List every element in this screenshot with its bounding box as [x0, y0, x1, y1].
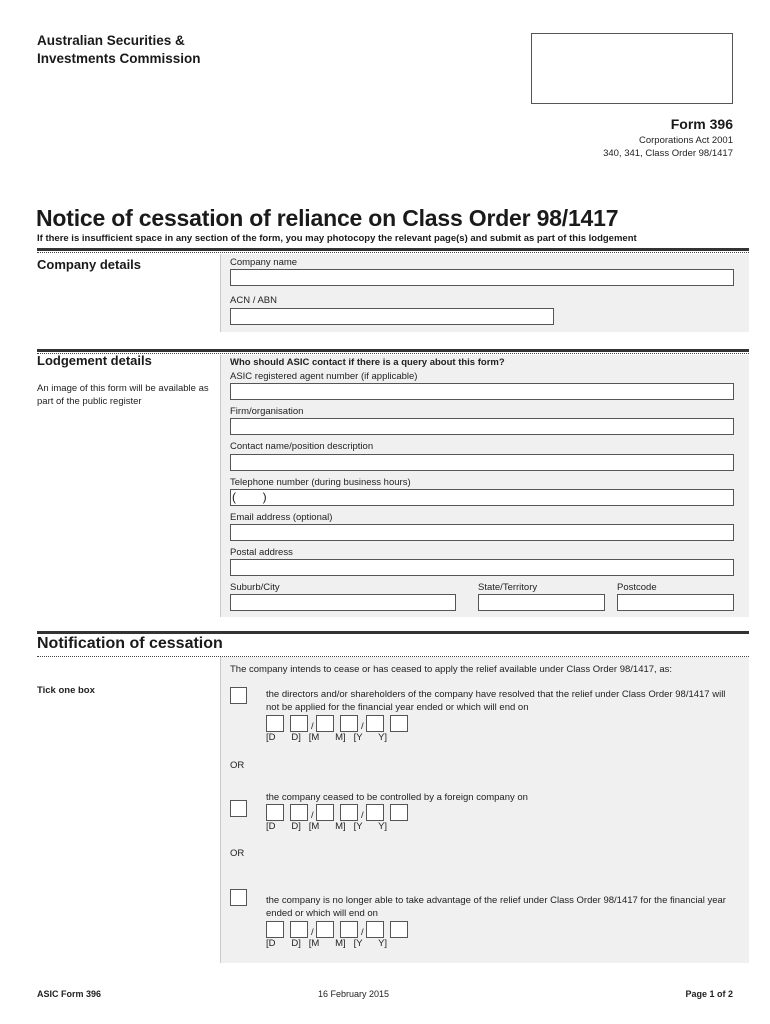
agency-name	[37, 32, 297, 68]
contact-name-label: Contact name/position description	[230, 441, 374, 452]
page-title: Notice of cessation of reliance on Class Order 98/1417	[36, 205, 619, 231]
year-digit-2[interactable]	[390, 921, 408, 938]
day-digit-2[interactable]	[290, 921, 308, 938]
date-input-group	[266, 804, 416, 834]
year-digit-1[interactable]	[366, 804, 384, 821]
acn-label: ACN / ABN	[230, 295, 277, 306]
suburb-field[interactable]	[230, 594, 456, 611]
option-control-ceased-checkbox[interactable]	[230, 800, 247, 817]
date-format-caption: [D D] [M M] [Y Y]	[266, 938, 388, 949]
agent-number-label: ASIC registered agent number (if applicable)	[230, 371, 418, 382]
date-input-group	[266, 921, 416, 951]
postal-address-label: Postal address	[230, 547, 293, 558]
suburb-label: Suburb/City	[230, 582, 280, 593]
footer-date: 16 February 2015	[318, 989, 390, 999]
month-digit-1[interactable]	[316, 804, 334, 821]
state-label: State/Territory	[478, 582, 538, 593]
option-directors-resolved-text-2: not be applied for the financial year ended or which will end on	[266, 702, 529, 713]
day-digit-1[interactable]	[266, 921, 284, 938]
firm-label: Firm/organisation	[230, 406, 304, 417]
postcode-label: Postcode	[617, 582, 657, 593]
date-separator: /	[311, 927, 314, 938]
company-details-heading: Company details	[37, 257, 142, 272]
date-format-caption: [D D] [M M] [Y Y]	[266, 821, 388, 832]
form-number: Form 396	[670, 116, 733, 132]
footer-form-id: ASIC Form 396	[37, 989, 102, 999]
month-digit-2[interactable]	[340, 804, 358, 821]
section-divider	[37, 631, 749, 634]
year-digit-2[interactable]	[390, 715, 408, 732]
page-subtitle: If there is insufficient space in any section of the form, you may photocopy the relevant page(s) and submit as part of this lodgement	[37, 233, 637, 244]
option-no-longer-able-text-1: the company is no longer able to take advantage of the relief under Class Order 98/1417 for the financial year	[266, 895, 726, 906]
tick-one-box-label: Tick one box	[37, 685, 95, 696]
day-digit-1[interactable]	[266, 715, 284, 732]
acn-field[interactable]	[230, 308, 554, 325]
contact-name-field[interactable]	[230, 454, 734, 471]
day-digit-2[interactable]	[290, 715, 308, 732]
agency-name-line2: Investments Commission	[37, 51, 201, 66]
date-separator: /	[311, 721, 314, 732]
date-input-group	[266, 715, 416, 745]
month-digit-2[interactable]	[340, 921, 358, 938]
notification-intro: The company intends to cease or has ceased to apply the relief available under Class Order 98/1417, as:	[230, 664, 673, 675]
date-separator: /	[361, 810, 364, 821]
notification-panel	[220, 657, 749, 963]
date-separator: /	[361, 721, 364, 732]
agency-name-line1: Australian Securities &	[37, 33, 185, 48]
option-no-longer-able-checkbox[interactable]	[230, 889, 247, 906]
email-field[interactable]	[230, 524, 734, 541]
postcode-field[interactable]	[617, 594, 734, 611]
footer-page-number: Page 1 of 2	[685, 989, 733, 999]
month-digit-1[interactable]	[316, 921, 334, 938]
lodgement-details-panel	[220, 355, 749, 617]
agent-number-field[interactable]	[230, 383, 734, 400]
or-separator: OR	[230, 848, 245, 859]
section-divider-dotted	[37, 252, 749, 253]
or-separator: OR	[230, 760, 245, 771]
month-digit-1[interactable]	[316, 715, 334, 732]
lodgement-details-heading: Lodgement details	[37, 353, 152, 368]
state-field[interactable]	[478, 594, 605, 611]
company-details-panel	[220, 254, 749, 332]
telephone-area-code-brackets: ( )	[232, 490, 267, 504]
email-label: Email address (optional)	[230, 512, 333, 523]
postal-address-field[interactable]	[230, 559, 734, 576]
notification-heading: Notification of cessation	[37, 635, 223, 652]
date-separator: /	[311, 810, 314, 821]
day-digit-1[interactable]	[266, 804, 284, 821]
year-digit-2[interactable]	[390, 804, 408, 821]
company-name-field[interactable]	[230, 269, 734, 286]
year-digit-1[interactable]	[366, 921, 384, 938]
section-divider	[37, 349, 749, 352]
option-no-longer-able-text-2: ended or which will end on	[266, 908, 378, 919]
day-digit-2[interactable]	[290, 804, 308, 821]
company-name-label: Company name	[230, 257, 298, 268]
telephone-label: Telephone number (during business hours)	[230, 477, 411, 488]
office-use-box	[531, 33, 733, 104]
public-register-note: An image of this form will be available as part of the public register	[37, 383, 209, 407]
option-directors-resolved-text-1: the directors and/or shareholders of the company have resolved that the relief under Class Order 98/1417 will	[266, 689, 726, 700]
date-format-caption: [D D] [M M] [Y Y]	[266, 732, 388, 743]
firm-field[interactable]	[230, 418, 734, 435]
option-directors-resolved-checkbox[interactable]	[230, 687, 247, 704]
option-control-ceased-text: the company ceased to be controlled by a foreign company on	[266, 792, 528, 803]
section-reference: 340, 341, Class Order 98/1417	[603, 148, 733, 159]
contact-query-question: Who should ASIC contact if there is a query about this form?	[230, 357, 505, 368]
act-reference: Corporations Act 2001	[638, 135, 733, 146]
section-divider	[37, 248, 749, 251]
date-separator: /	[361, 927, 364, 938]
month-digit-2[interactable]	[340, 715, 358, 732]
year-digit-1[interactable]	[366, 715, 384, 732]
telephone-field[interactable]	[230, 489, 734, 506]
